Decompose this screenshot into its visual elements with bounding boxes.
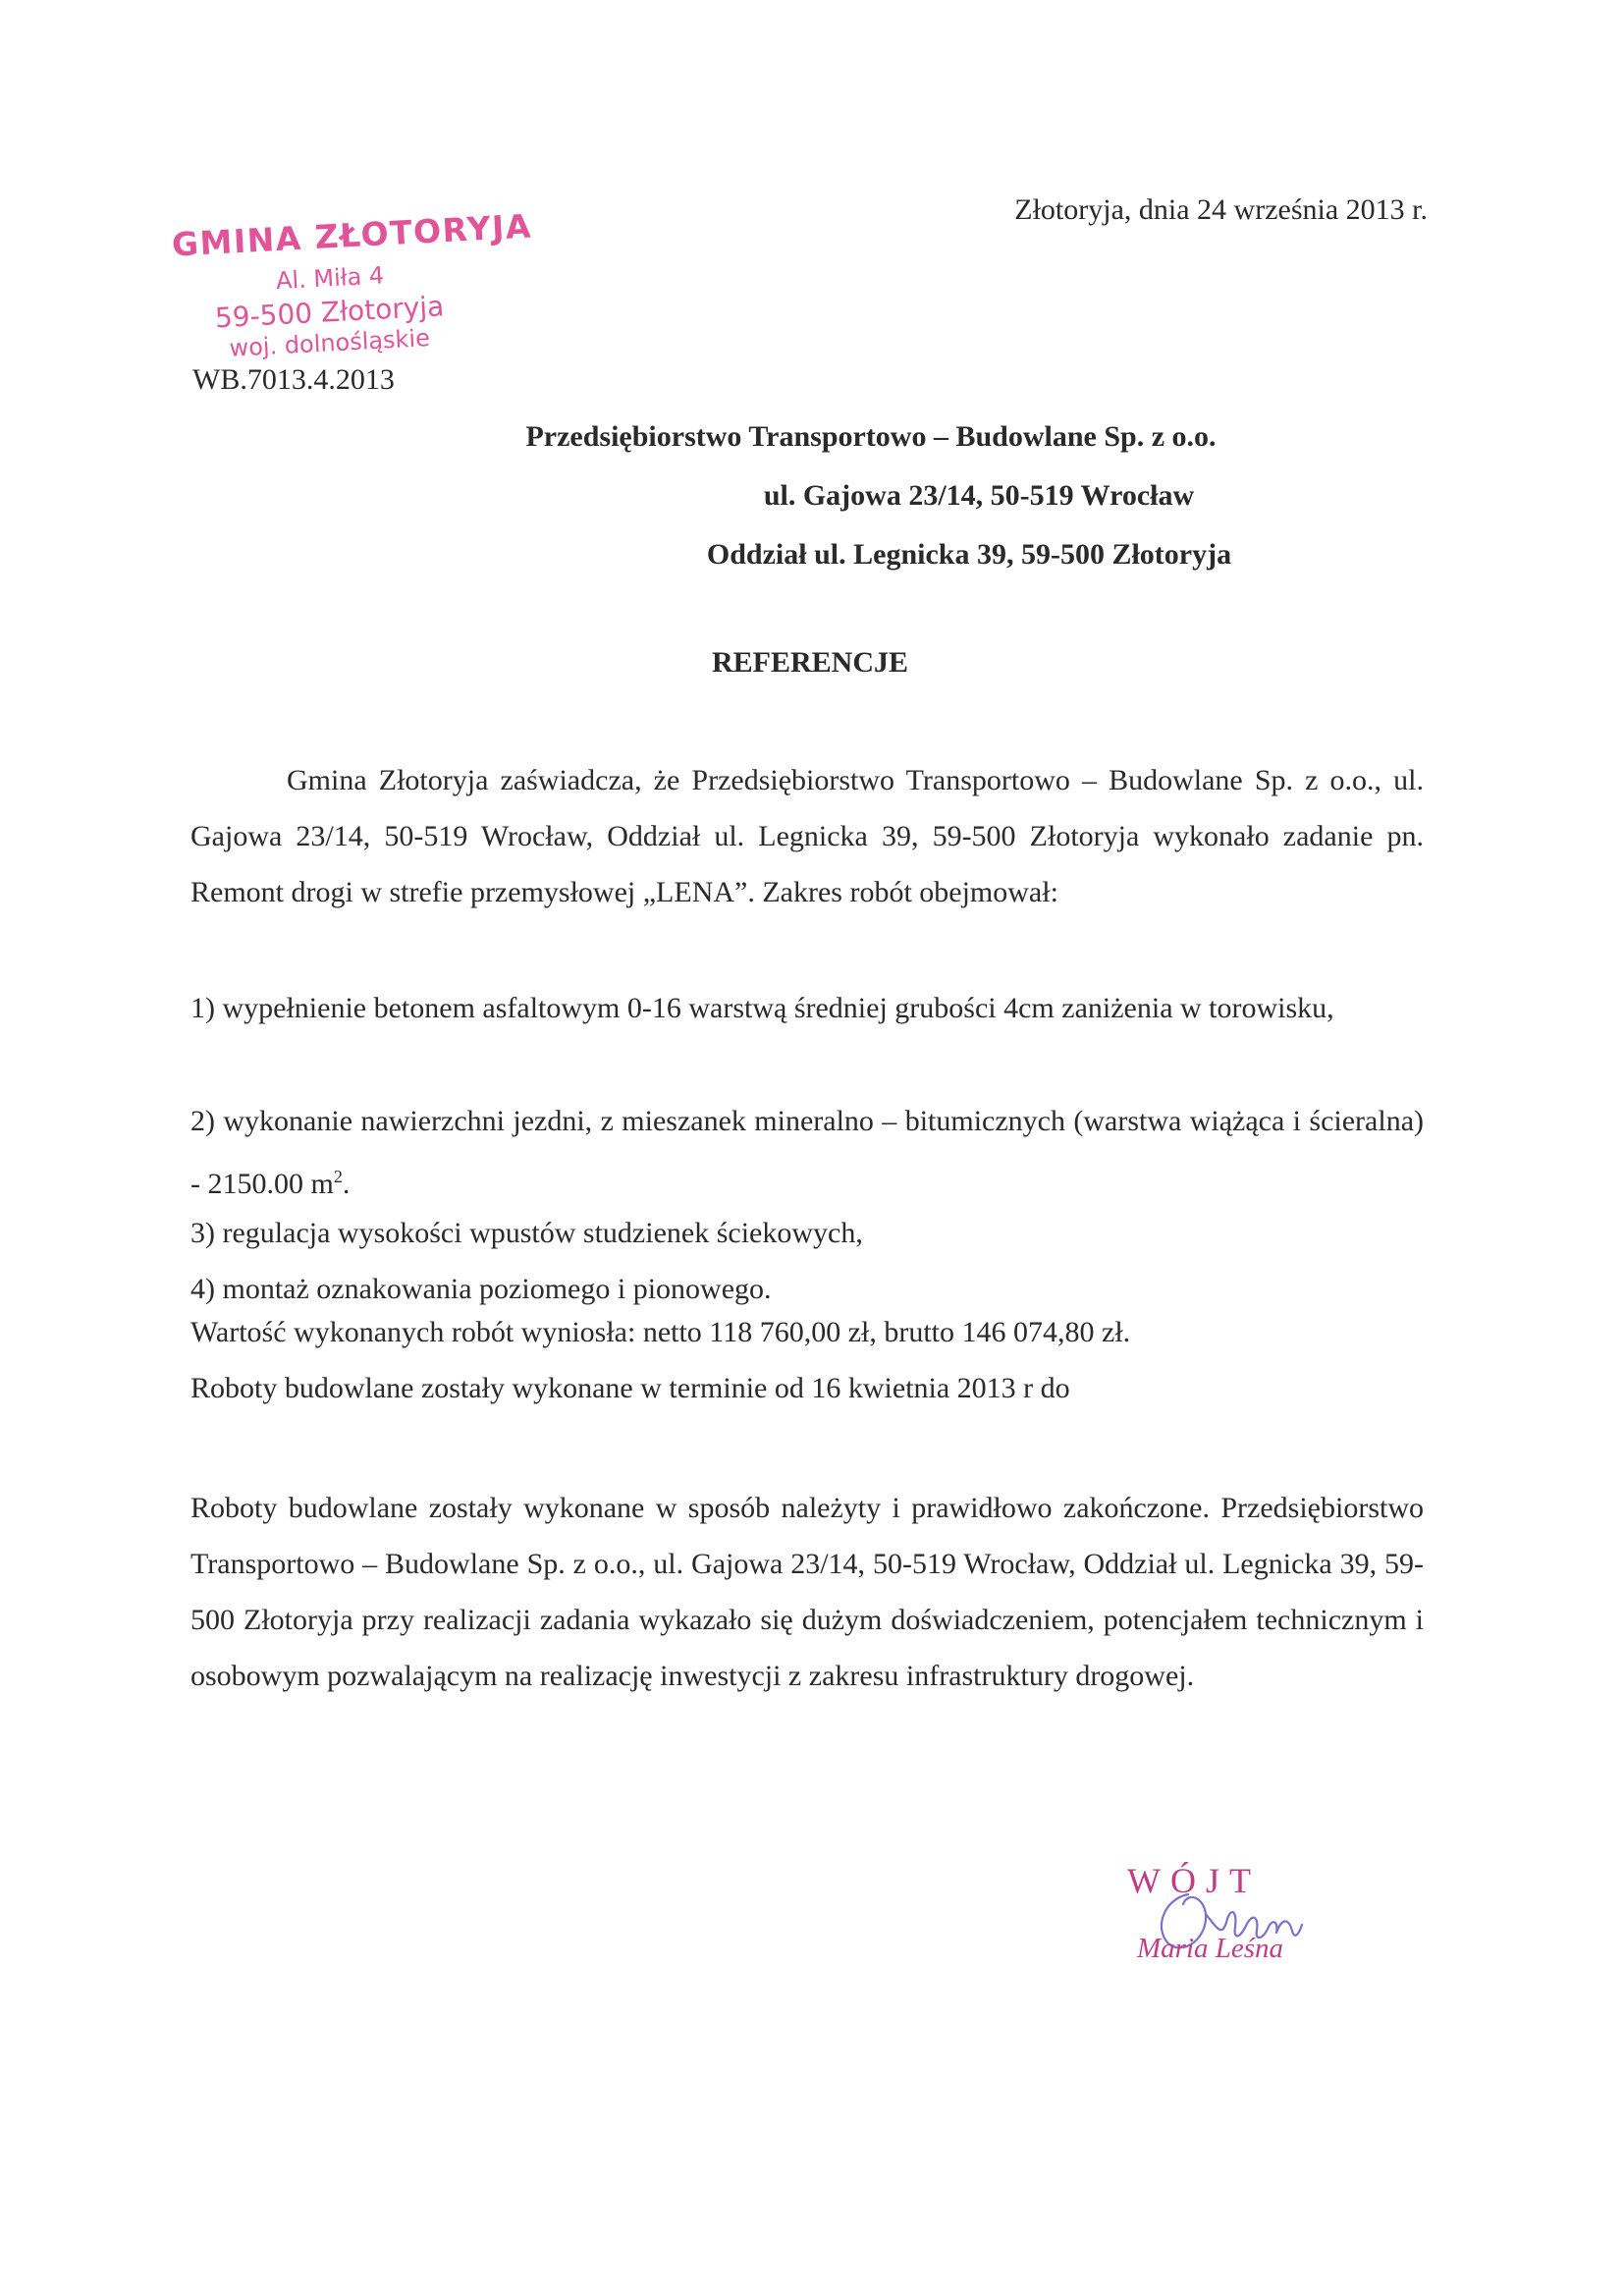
reference-number: WB.7013.4.2013 — [192, 363, 395, 396]
works-value: Wartość wykonanych robót wyniosła: netto 118 760,00 zł, brutto 146 074,80 zł. — [190, 1316, 1131, 1348]
stamp-region: woj. dolnośląskie — [228, 324, 431, 362]
intro-text: Gmina Złotoryja zaświadcza, że Przedsiębiorstwo Transportowo – Budowlane Sp. z o.o., ul. Gajowa 23/14, 50-519 Wrocław, Oddział ul. Legnicka 39, 59-500 Złotoryja wykonało zadanie pn. Remont drogi w strefie przemysłowej „LENA”. Zakres robót obejmował: — [190, 764, 1424, 908]
scope-item-2 — [190, 1093, 1424, 1212]
stamp-name: GMINA ZŁOTORYJA — [170, 206, 533, 264]
closing-paragraph: Roboty budowlane zostały wykonane w sposób należyty i prawidłowo zakończone. Przedsiębiorstwo Transportowo – Budowlane Sp. z o.o., ul. Gajowa 23/14, 50-519 Wrocław, Oddział ul. Legnicka 39, 59-500 Złotoryja przy realizacji zadania wykazało się dużym doświadczeniem, potencjałem technicznym i osobowym pozwalającym na realizację inwestycji z zakresu infrastruktury drogowej. — [190, 1492, 1424, 1692]
scope-item-2-superscript: 2 — [333, 1167, 343, 1186]
addressee-company: Przedsiębiorstwo Transportowo – Budowlane Sp. z o.o. — [525, 420, 1217, 453]
stamp-street: Al. Miła 4 — [275, 261, 385, 296]
scope-item-2-text: 2) wykonanie nawierzchni jezdni, z mieszanek mineralno – bitumicznych (warstwa wiążąca i ścieralna) - 2150.00 m — [190, 1105, 1424, 1200]
stamp-postal-city: 59-500 Złotoryja — [214, 290, 446, 335]
intro-paragraph — [190, 752, 1424, 920]
signatory-name: Maria Leśna — [1137, 1933, 1284, 1964]
scope-item-2-end: . — [342, 1168, 351, 1200]
addressee-address: ul. Gajowa 23/14, 50-519 Wrocław — [763, 479, 1195, 512]
document-title — [0, 646, 1624, 680]
scope-item-1: 1) wypełnienie betonem asfaltowym 0-16 warstwą średniej grubości 4cm zaniżenia w torowisku, — [190, 992, 1334, 1024]
document-title-text: REFERENCJE — [711, 646, 909, 679]
municipality-stamp — [165, 206, 533, 362]
signature-title: WÓJT — [1127, 1861, 1261, 1900]
addressee-branch: Oddział ul. Legnicka 39, 59-500 Złotoryja — [706, 538, 1232, 571]
works-dates: Roboty budowlane zostały wykonane w terminie od 16 kwietnia 2013 r do — [190, 1372, 1070, 1404]
place-and-date: Złotoryja, dnia 24 września 2013 r. — [1014, 193, 1428, 226]
scope-item-4: 4) montaż oznakowania poziomego i pionowego. — [190, 1273, 772, 1305]
scope-item-3: 3) regulacja wysokości wpustów studzienek ściekowych, — [190, 1217, 863, 1249]
